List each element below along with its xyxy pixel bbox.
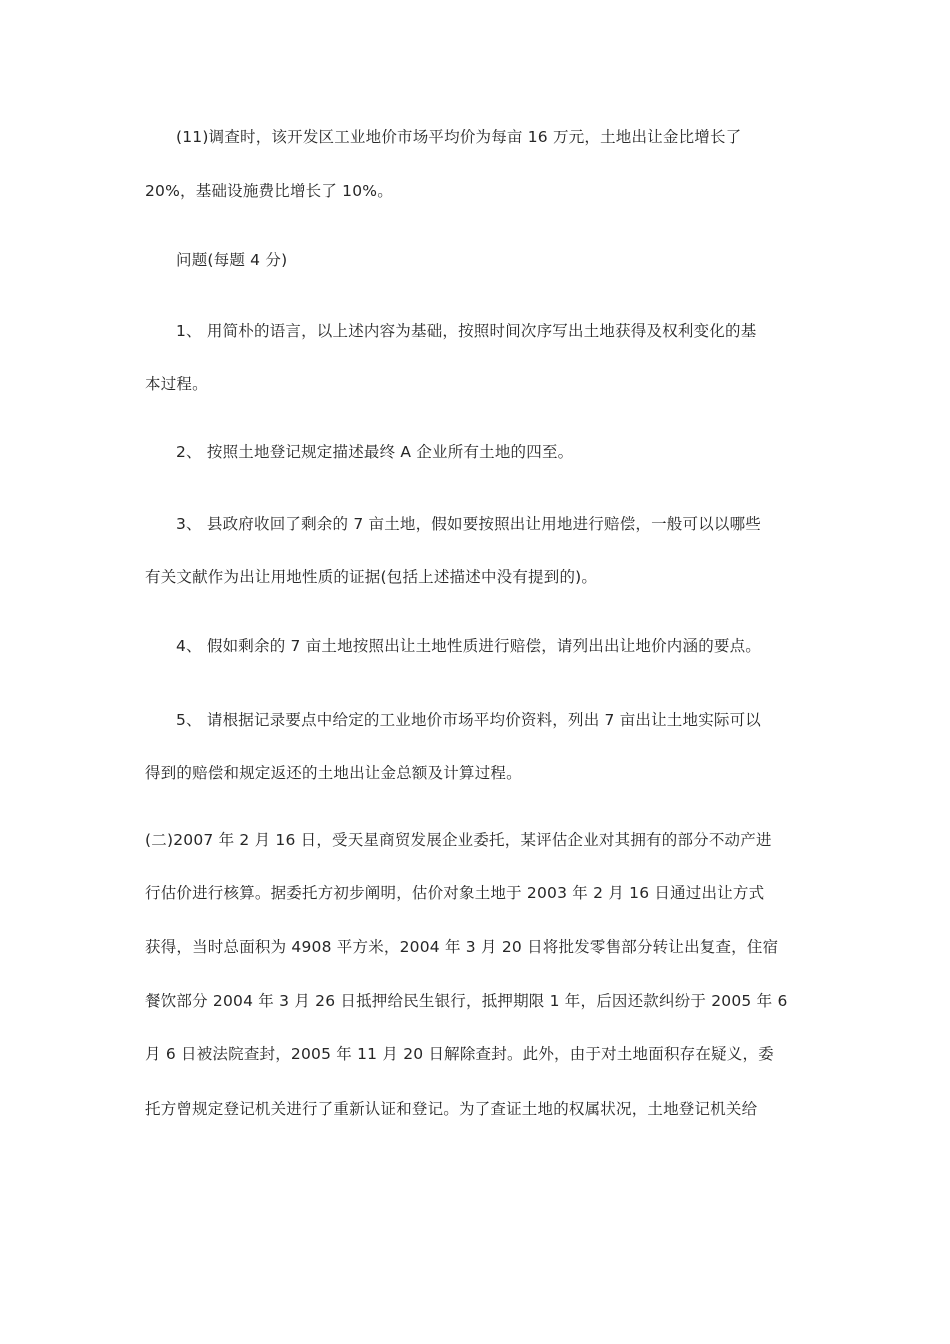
question-1-line-1: 1、 用简朴的语言，以上述内容为基础，按照时间次序写出土地获得及权利变化的基 <box>176 322 757 340</box>
case-2-paragraph-line-2: 行估价进行核算。据委托方初步阐明，估价对象土地于 2003 年 2 月 16 日通过出让方式 <box>145 884 765 902</box>
question-2: 2、 按照土地登记规定描述最终 A 企业所有土地的四至。 <box>176 443 574 461</box>
question-1-line-2: 本过程。 <box>145 375 208 393</box>
case-2-paragraph-line-5: 月 6 日被法院查封，2005 年 11 月 20 日解除查封。此外，由于对土地面积存在疑义，委 <box>145 1045 774 1063</box>
questions-heading: 问题(每题 4 分) <box>176 251 288 269</box>
case-2-paragraph-line-4: 餐饮部分 2004 年 3 月 26 日抵押给民生银行，抵押期限 1 年，后因还款纠纷于 2005 年 6 <box>145 992 788 1010</box>
case-2-paragraph-line-6: 托方曾规定登记机关进行了重新认证和登记。为了查证土地的权属状况，土地登记机关给 <box>145 1100 758 1118</box>
question-4: 4、 假如剩余的 7 亩土地按照出让土地性质进行赔偿，请列出出让地价内涵的要点。 <box>176 637 762 655</box>
question-5-line-1: 5、 请根据记录要点中给定的工业地价市场平均价资料，列出 7 亩出让土地实际可以 <box>176 711 762 729</box>
case-2-paragraph-line-3: 获得，当时总面积为 4908 平方米，2004 年 3 月 20 日将批发零售部分转让出复查，住宿 <box>145 938 779 956</box>
paragraph-11-line-1: (11)调查时，该开发区工业地价市场平均价为每亩 16 万元，土地出让金比增长了 <box>176 128 742 146</box>
question-5-line-2: 得到的赔偿和规定返还的土地出让金总额及计算过程。 <box>145 764 522 782</box>
case-2-paragraph-line-1: (二)2007 年 2 月 16 日，受天星商贸发展企业委托，某评估企业对其拥有的部分不动产进 <box>145 831 772 849</box>
paragraph-11-line-2: 20%，基础设施费比增长了 10%。 <box>145 182 393 200</box>
question-3-line-2: 有关文献作为出让用地性质的证据(包括上述描述中没有提到的)。 <box>145 568 598 586</box>
question-3-line-1: 3、 县政府收回了剩余的 7 亩土地，假如要按照出让用地进行赔偿，一般可以以哪些 <box>176 515 762 533</box>
